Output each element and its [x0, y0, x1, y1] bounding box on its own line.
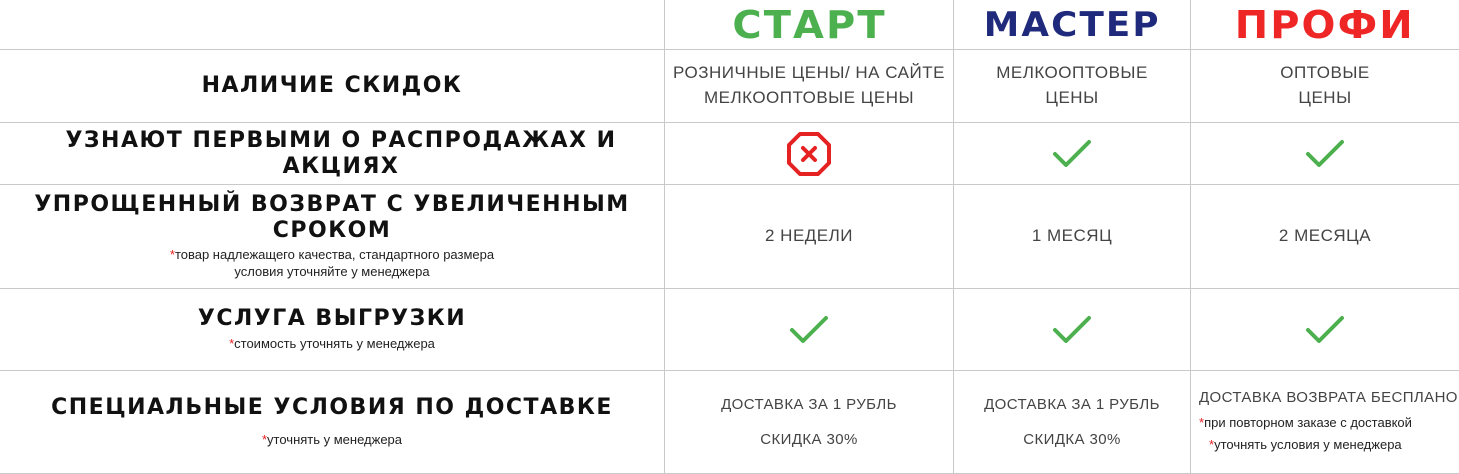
feature-unloading [0, 289, 664, 371]
feature-delivery [0, 371, 664, 474]
note-line: при повторном заказе с доставкой [1204, 414, 1412, 430]
check-icon [789, 314, 829, 346]
plan-name-start: СТАРТ [731, 2, 887, 47]
value-text: МЕЛКООПТОВЫЕ ЦЕНЫ [703, 88, 915, 107]
plan-name-master: МАСТЕР [983, 4, 1161, 45]
delivery-profi [1190, 371, 1459, 474]
feature-sales-first [0, 123, 664, 185]
plan-header-master [953, 0, 1190, 50]
note-asterisk: * [1209, 436, 1215, 452]
value-text: СКИДКА 30% [1023, 431, 1121, 448]
returns-master [953, 185, 1190, 289]
feature-note [229, 336, 435, 353]
value-text: 2 МЕСЯЦА [1278, 226, 1372, 246]
discounts-profi [1190, 50, 1459, 123]
feature-note [170, 247, 494, 281]
sales-first-start [664, 123, 953, 185]
value-text: ЦЕНЫ [1298, 88, 1352, 107]
unloading-master [953, 289, 1190, 371]
note-asterisk: * [169, 246, 175, 262]
plan-header-profi [1190, 0, 1459, 50]
feature-title: УПРОЩЕННЫЙ ВОЗВРАТ С УВЕЛИЧЕННЫМ СРОКОМ [34, 192, 630, 243]
note-line: стоимость уточнять у менеджера [234, 335, 435, 351]
value-text: СКИДКА 30% [760, 431, 858, 448]
check-icon [1305, 314, 1345, 346]
discounts-start [664, 50, 953, 123]
returns-profi [1190, 185, 1459, 289]
value-text: 1 МЕСЯЦ [1031, 226, 1113, 246]
value-text: 2 НЕДЕЛИ [764, 226, 854, 246]
feature-title: НАЛИЧИЕ СКИДОК [201, 73, 463, 99]
delivery-master [953, 371, 1190, 474]
value-text: ДОСТАВКА ВОЗВРАТА БЕСПЛАНО [1199, 389, 1458, 407]
check-icon [1052, 138, 1092, 170]
discounts-master [953, 50, 1190, 123]
note-asterisk: * [229, 335, 235, 351]
feature-title: СПЕЦИАЛЬНЫЕ УСЛОВИЯ ПО ДОСТАВКЕ [51, 394, 613, 420]
note-line: уточнять условия у менеджера [1214, 436, 1402, 452]
value-text: МЕЛКООПТОВЫЕ [996, 63, 1148, 83]
note-asterisk: * [261, 432, 268, 448]
header-empty-cell [0, 0, 664, 50]
value-note [1199, 434, 1402, 456]
note-line: уточнять у менеджера [267, 432, 403, 448]
plan-header-start [664, 0, 953, 50]
value-text: ЦЕНЫ [1045, 88, 1099, 107]
unloading-start [664, 289, 953, 371]
delivery-start [664, 371, 953, 474]
returns-start [664, 185, 953, 289]
cross-octagon-icon [786, 131, 832, 177]
note-asterisk: * [1199, 414, 1205, 430]
value-note [1199, 412, 1412, 434]
sales-first-master [953, 123, 1190, 185]
note-line: товар надлежащего качества, стандартного размера [174, 246, 495, 262]
check-icon [1052, 314, 1092, 346]
value-text: ДОСТАВКА ЗА 1 РУБЛЬ [721, 395, 897, 413]
unloading-profi [1190, 289, 1459, 371]
feature-note [262, 432, 402, 449]
sales-first-profi [1190, 123, 1459, 185]
plan-name-profi: ПРОФИ [1234, 2, 1416, 47]
value-text: ДОСТАВКА ЗА 1 РУБЛЬ [984, 395, 1160, 413]
value-text: РОЗНИЧНЫЕ ЦЕНЫ/ НА САЙТЕ [673, 63, 945, 83]
note-line: условия уточняйте у менеджера [234, 263, 430, 279]
feature-title: УЗНАЮТ ПЕРВЫМИ О РАСПРОДАЖАХ И АКЦИЯХ [65, 128, 617, 179]
check-icon [1305, 138, 1345, 170]
feature-returns [0, 185, 664, 289]
value-text: ОПТОВЫЕ [1280, 63, 1370, 83]
feature-discounts [0, 50, 664, 123]
feature-title: УСЛУГА ВЫГРУЗКИ [197, 306, 467, 332]
